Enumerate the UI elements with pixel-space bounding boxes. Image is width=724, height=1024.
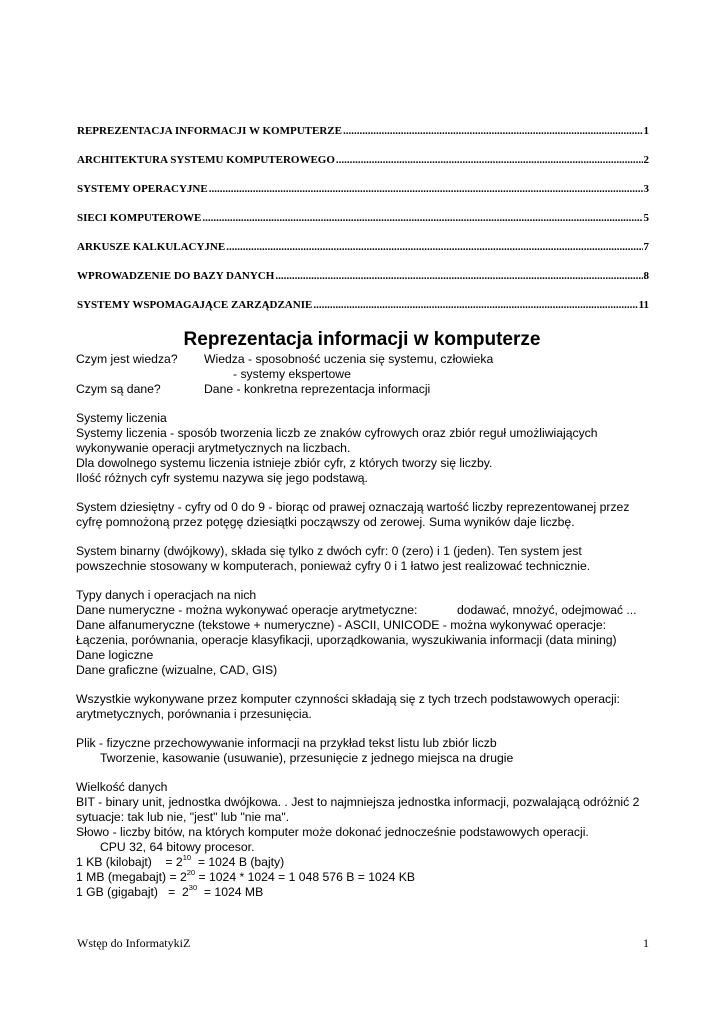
toc-entry-title: WPROWADZENIE DO BAZY DANYCH: [77, 270, 275, 282]
unit-line-gb: [76, 885, 656, 900]
toc-entry-page: 2: [643, 154, 649, 166]
paragraph-line: Dane graficzne (wizualne, CAD, GIS): [76, 663, 278, 677]
toc-leader-dots: [343, 124, 643, 138]
paragraph-line: Dane alfanumeryczne (tekstowe + numeryczne) - ASCII, UNICODE - można wykonywać operacje:: [76, 618, 607, 632]
unit-text: = 1024 B (bajty): [191, 855, 285, 869]
question: Czym są dane?: [76, 382, 161, 396]
unit-text: 1 MB (megabajt) = 2: [76, 870, 187, 884]
page-footer: [77, 936, 649, 951]
toc-entry[interactable]: [77, 124, 649, 153]
paragraph-line: Słowo - liczby bitów, na których komputer może dokonać jednocześnie podstawowych operacji.: [76, 825, 589, 839]
footer-title: Wstęp do InformatykiZ: [77, 936, 191, 950]
paragraph-line: Dla dowolnego systemu liczenia istnieje zbiór cyfr, z których tworzy się liczby.: [76, 456, 493, 470]
paragraph-line: System dziesiętny - cyfry od 0 do 9 - biorąc od prawej oznaczają wartość liczby reprezentowanej przez: [76, 500, 630, 514]
toc-entry-page: 3: [643, 183, 649, 195]
paragraph-line: Łączenia, porównania, operacje klasyfikacji, uporządkowania, wyszukiwania informacji (data mining): [76, 633, 617, 647]
toc-leader-dots: [313, 298, 637, 312]
toc-entry-title: REPREZENTACJA INFORMACJI W KOMPUTERZE: [77, 125, 342, 137]
paragraph-line: Typy danych i operacjach na nich: [76, 588, 257, 602]
paragraph-line: sytuacje: tak lub nie, "jest" lub "nie ma".: [76, 810, 290, 824]
document-body: [76, 352, 656, 900]
toc-entry[interactable]: [77, 298, 649, 327]
paragraph-line: Systemy liczenia: [76, 411, 167, 425]
question: Czym jest wiedza?: [76, 352, 178, 366]
answer: Wiedza - sposobność uczenia się systemu, człowieka: [204, 352, 494, 366]
paragraph-line: arytmetycznych, porównania i przesunięcia.: [76, 707, 312, 721]
exponent: 10: [182, 853, 192, 862]
toc-leader-dots: [209, 182, 643, 196]
text-span: Dane numeryczne - można wykonywać operacje arytmetyczne:: [76, 603, 418, 617]
paragraph-line: wykonywanie operacji arytmetycznych na liczbach.: [76, 441, 351, 455]
unit-text: 1 GB (gigabajt) = 2: [76, 885, 189, 899]
answer-continuation: - systemy ekspertowe: [233, 367, 351, 381]
paragraph-line: [76, 603, 656, 618]
qa-row: [76, 352, 656, 367]
paragraph-line: Ilość różnych cyfr systemu nazywa się jego podstawą.: [76, 471, 368, 485]
paragraph-line: Plik - fizyczne przechowywanie informacji na przykład tekst listu lub zbiór liczb: [76, 736, 497, 750]
paragraph-line: System binarny (dwójkowy), składa się tylko z dwóch cyfr: 0 (zero) i 1 (jeden). Ten system jest: [76, 544, 582, 558]
toc-leader-dots: [336, 153, 643, 167]
paragraph-line: Systemy liczenia - sposób tworzenia liczb ze znaków cyfrowych oraz zbiór reguł umożliwiających: [76, 426, 598, 440]
toc-entry-title: ARCHITEKTURA SYSTEMU KOMPUTEROWEGO: [77, 154, 335, 166]
toc-entry-page: 11: [638, 299, 649, 311]
toc-leader-dots: [202, 211, 642, 225]
toc-entry-page: 5: [643, 212, 649, 224]
toc-entry-page: 1: [643, 125, 649, 137]
unit-line-mb: [76, 870, 656, 885]
page-number: 1: [643, 936, 649, 950]
toc-entry-title: SYSTEMY WSPOMAGAJĄCE ZARZĄDZANIE: [77, 299, 313, 311]
answer: Dane - konkretna reprezentacja informacji: [204, 382, 431, 396]
paragraph-line: Dane logiczne: [76, 648, 154, 662]
unit-text: = 1024 * 1024 = 1 048 576 B = 1024 KB: [195, 870, 416, 884]
toc-entry[interactable]: [77, 182, 649, 211]
toc-entry[interactable]: [77, 269, 649, 298]
section-heading: Reprezentacja informacji w komputerze: [183, 329, 541, 350]
paragraph-line: BIT - binary unit, jednostka dwójkowa. . Jest to najmniejsza jednostka informacji, pozwalającą odróżnić 2: [76, 795, 640, 809]
toc-entry-title: SIECI KOMPUTEROWE: [77, 212, 202, 224]
paragraph-line: powszechnie stosowany w komputerach, ponieważ cyfry 0 i 1 łatwo jest realizować technicznie.: [76, 559, 591, 573]
unit-line-kb: [76, 855, 656, 870]
toc-entry[interactable]: [77, 211, 649, 240]
toc-leader-dots: [275, 269, 642, 283]
exponent: 20: [186, 868, 196, 877]
toc-entry-page: 7: [643, 241, 649, 253]
toc-entry[interactable]: [77, 240, 649, 269]
toc-leader-dots: [226, 240, 642, 254]
paragraph-line: cyfrę pomnożoną przez potęgę dziesiątki począwszy od zerowej. Suma wyników daje liczbę.: [76, 515, 575, 529]
toc-entry-title: ARKUSZE KALKULACYJNE: [77, 241, 226, 253]
toc-entry-page: 8: [643, 270, 649, 282]
unit-text: = 1024 MB: [197, 885, 264, 899]
toc-entry-title: SYSTEMY OPERACYJNE: [77, 183, 208, 195]
toc-entry[interactable]: [77, 153, 649, 182]
table-of-contents: [77, 124, 649, 327]
paragraph-line: Wszystkie wykonywane przez komputer czynności składają się z tych trzech podstawowych operacji:: [76, 692, 620, 706]
paragraph-line: Tworzenie, kasowanie (usuwanie), przesunięcie z jednego miejsca na drugie: [100, 751, 514, 765]
paragraph-line: Wielkość danych: [76, 780, 168, 794]
paragraph-line: CPU 32, 64 bitowy procesor.: [100, 840, 255, 854]
qa-row: [76, 382, 656, 397]
exponent: 30: [188, 883, 198, 892]
unit-text: 1 KB (kilobajt) = 2: [76, 855, 183, 869]
text-span: dodawać, mnożyć, odejmować ...: [457, 603, 637, 617]
